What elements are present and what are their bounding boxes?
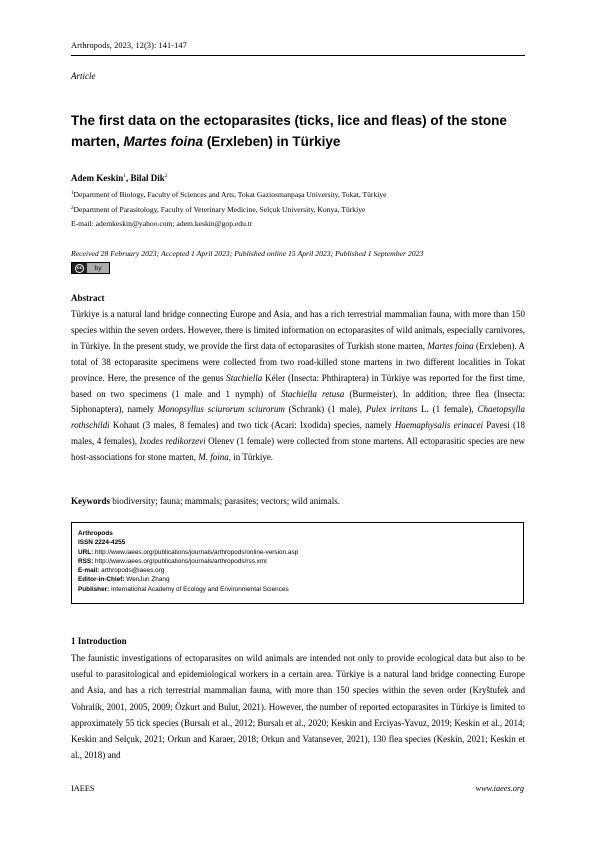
author-affiliation-marker: 2 xyxy=(164,173,168,179)
abstract-heading: Abstract xyxy=(71,293,105,303)
author-affiliation-marker: 1 xyxy=(123,173,127,179)
abstract-segment: L. (1 female), xyxy=(417,404,478,415)
publication-history: Received 28 February 2023; Accepted 1 April 2023; Published online 15 April 2023; Published 1 September 2023 xyxy=(71,249,424,258)
abstract-segment: Pavesi (18 males, 4 females), xyxy=(71,420,526,447)
cc-by-license-badge[interactable] xyxy=(71,262,110,274)
abstract-segment: Türkiye is a natural land bridge connecting Europe and Asia, and has a rich terrestrial mammalian fauna, with more than 150 species within the seven orders. However, there is limited information on ectoparasites of wild animals, especially carnivores, in Türkiye. In the present study, we provide the first data of ectoparasites of Turkish stone marten, xyxy=(71,309,525,351)
journal-rss-link[interactable]: http://www.iaees.org/publications/journals/arthropods/rss.xml xyxy=(95,557,267,565)
cc-logo-icon xyxy=(72,263,87,273)
journal-url-line xyxy=(78,548,523,557)
keywords-text: biodiversity; fauna; mammals; parasites; vectors; wild animals. xyxy=(110,496,340,506)
species-name: Ixodes redikorzevi xyxy=(139,436,206,447)
introduction-text: The faunistic investigations of ectoparasites on wild animals are intended not only to provide ecological data but also to be useful to parasitological and epidemiological workers in a certain area. Türkiye is a natural land bridge connecting Europe and Asia, and has a rich terrestrial mammalian fauna, with more than 150 species within the seven order (Kryštufek and Vohralík, 2001, 2005, 2009; Özkurt and Bulut, 2021). However, the number of reported ectoparasites in Türkiye is limited to approximately 55 tick species (Bursalı et al., 2012; Bursalı et al., 2020; Keskin and Erciyas-Yavuz, 2019; Keskin et al., 2014; Keskin and Selçuk, 2021; Orkun and Karaer, 2018; Orkun and Vatansever, 2021), 130 flea species (Keskin, 2021; Keskin et al., 2018) and xyxy=(71,653,525,761)
introduction-heading: 1 Introduction xyxy=(71,636,127,646)
journal-editor-line xyxy=(78,575,523,584)
affiliation-text: Department of Biology, Faculty of Sciences and Arts, Tokat Gaziosmanpaşa University, Tokat, Türkiye xyxy=(73,190,387,199)
publisher-label: Publisher: xyxy=(78,585,112,593)
journal-name: Arthropods xyxy=(78,530,113,537)
abstract-segment: (Burmeister). In addition, three flea (Insecta: Siphonaptera), namely xyxy=(71,388,525,415)
email-label: E-mail: xyxy=(78,567,102,575)
species-name: Pulex irritans xyxy=(365,404,418,415)
header-divider xyxy=(71,55,525,56)
keywords xyxy=(71,496,525,506)
keywords-label: Keywords xyxy=(71,496,110,506)
affiliation-2 xyxy=(71,203,365,215)
affiliation-text: Department of Parasitology, Faculty of Veterinary Medicine, Selçuk University, Konya, Türkiye xyxy=(73,205,366,214)
journal-info-box xyxy=(71,522,524,604)
cc-glyph: cc xyxy=(76,265,83,271)
editor-name: WenJun Zhang xyxy=(126,576,170,584)
abstract-segment: (Schrank) (1 male), xyxy=(284,404,366,415)
publisher-name: International Academy of Ecology and Environmental Sciences xyxy=(111,585,289,593)
article-type-label: Article xyxy=(71,71,96,81)
title-part-2: (Erxleben) in Türkiye xyxy=(203,134,341,149)
paper-title xyxy=(71,110,541,152)
abstract-segment: (Erxleben). A total of 38 ectoparasite specimens were collected from two road-killed stone martens in two different localities in Tokat province. Here, the presence of the genus xyxy=(71,340,526,383)
species-name: Chaetopsylla rothschildi xyxy=(71,404,525,431)
abstract-segment: , in Türkiye. xyxy=(228,452,274,463)
species-name: Monopsyllus sciurorum sciurorum xyxy=(157,404,285,415)
author-email: E-mail: ademkeskin@yahoo.com; adem.keskin@gop.edu.tr xyxy=(71,219,253,228)
journal-citation-header: Arthropods, 2023, 12(3): 141-147 xyxy=(71,41,187,50)
affiliation-marker: 2 xyxy=(71,206,74,211)
journal-issn: ISSN 2224-4255 xyxy=(78,539,126,547)
abstract-segment: Kohaut (3 males, 8 females) and two tick (Acari: Ixodida) species, namely xyxy=(109,420,395,431)
genus-name: Stachiella xyxy=(226,372,263,383)
abstract-segment: Kéler (Insecta: Phthiraptera) in Türkiye was reported for the first time, based on two specimens (1 male and 1 nymph) of xyxy=(71,372,525,399)
affiliation-marker: 1 xyxy=(71,191,74,196)
by-attribution-icon: by xyxy=(87,263,109,273)
species-name: Martes foina xyxy=(427,340,474,351)
species-name: Stachiella retusa xyxy=(280,388,345,399)
url-label: URL: xyxy=(78,548,96,556)
journal-url-link[interactable]: http://www.iaees.org/publications/journals/arthropods/online-version.asp xyxy=(95,548,299,556)
author-name: Bilal Dik xyxy=(130,173,165,183)
abstract-text xyxy=(71,307,525,466)
author-list xyxy=(71,173,168,183)
title-species: Martes foina xyxy=(123,134,204,149)
footer-publisher: IAEES xyxy=(71,784,95,793)
rss-label: RSS: xyxy=(78,557,96,565)
species-name: Haemaphysalis erinacei xyxy=(394,420,484,431)
affiliation-1 xyxy=(71,188,387,200)
author-name: Adem Keskin xyxy=(71,173,124,183)
author-separator: , xyxy=(126,173,131,183)
journal-rss-line xyxy=(78,557,523,566)
journal-email-line xyxy=(78,566,523,575)
journal-publisher-line xyxy=(78,585,523,594)
editor-label: Editor-in-Chief: xyxy=(78,576,127,584)
species-name: M. foina xyxy=(198,452,229,463)
footer-website: www.iaees.org xyxy=(475,784,524,793)
abstract-segment: Olenev (1 female) were collected from stone martens. All ectoparasitic species are new host-associations for stone marten, xyxy=(71,436,525,463)
title-part-1: The first data on the ectoparasites (ticks, lice and fleas) of the stone marten, xyxy=(71,113,507,149)
journal-email-link[interactable]: arthropods@iaees.org xyxy=(101,567,165,575)
